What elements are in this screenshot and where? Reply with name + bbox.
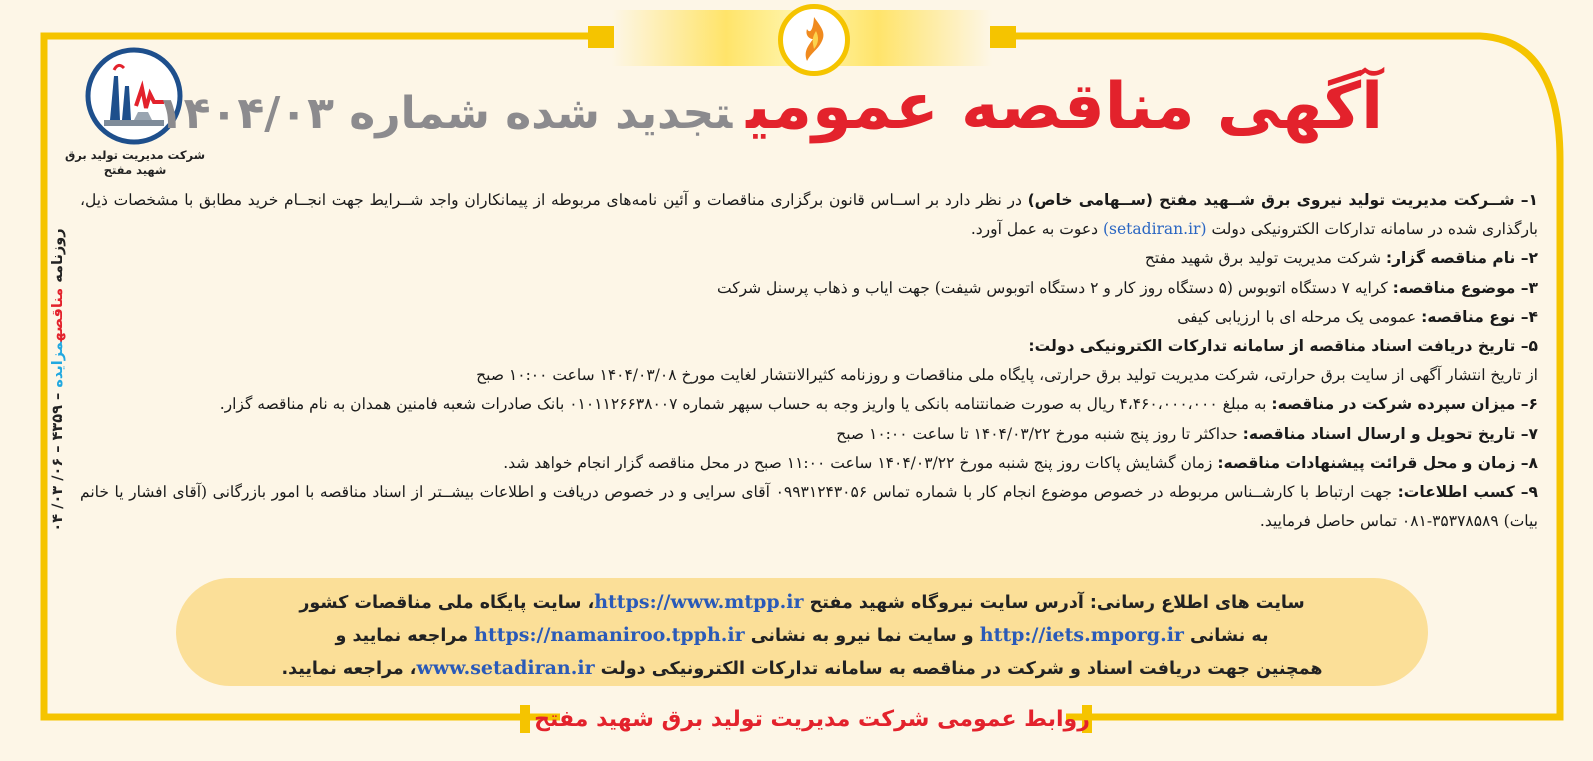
item-1 (80, 186, 1538, 244)
logo-caption-line2: شهید مفتح (103, 163, 167, 177)
item-6 (80, 390, 1538, 419)
info-websites-box (176, 578, 1428, 686)
side-brand-b: مزایده (50, 341, 66, 388)
url-iets[interactable]: http://iets.mporg.ir (979, 624, 1184, 646)
info-l1-b: ، سایت پایگاه ملی مناقصات کشور (299, 593, 595, 613)
item-9-text: جهت ارتباط با کارشــناس مربوطه در خصوص موضوع انجام کار با شماره تماس ۰۹۹۳۱۲۴۳۰۵۶ آقای سرایی و در خصوص دریافت و اطلاعات بیشــتر از اسناد مناقصه با امور بازرگانی (آقای افشار یا خانم بیات) ۳۵۳۷۸۵۸۹-۰۸۱ تماس حاصل فرمایید. (80, 483, 1538, 531)
frame-top-tab-left (588, 26, 614, 48)
side-prefix: روزنامه (50, 228, 66, 283)
public-relations-footer: روابط عمومی شرکت مدیریت تولید برق شهید مفتح (534, 707, 1090, 732)
side-brand-a: مناقصه (50, 287, 66, 342)
tender-body (80, 186, 1538, 536)
info-l3-a: همچنین جهت دریافت اسناد و شرکت در مناقصه به سامانه تدارکات الکترونیکی دولت (594, 659, 1323, 679)
item-1-label: ۱– شــرکت مدیریت تولید نیروی برق شــهید مفتح (ســهامی خاص) (1027, 191, 1539, 209)
item-9-label: ۹– کسب اطلاعات: (1397, 483, 1538, 502)
item-3-label: ۳– موضوع مناقصه: (1392, 278, 1538, 297)
item-5 (80, 332, 1538, 361)
title-rest: تجدید شده شماره ۱۴۰۴/۰۳ (156, 88, 733, 139)
url-setadiran[interactable]: www.setadiran.ir (416, 657, 595, 679)
item-3 (80, 274, 1538, 303)
info-l2-a: به نشانی (1183, 626, 1269, 646)
item-8 (80, 449, 1538, 478)
item-1-text-b: دعوت به عمل آورد. (970, 220, 1103, 239)
frame-top-tab-right (990, 26, 1016, 48)
title-main: آگهی مناقصه عمومی (746, 70, 1383, 144)
item-2 (80, 244, 1538, 273)
frame-footer-tab-left (520, 705, 530, 733)
item-2-label: ۲– نام مناقصه گزار: (1385, 249, 1538, 268)
flame-icon (783, 9, 845, 71)
item-4 (80, 303, 1538, 332)
item-8-text: زمان گشایش پاکات روز پنج شنبه مورخ ۱۴۰۴/۰۳/۲۲ ساعت ۱۱:۰۰ صبح در محل مناقصه گزار انجام خواهد شد. (503, 453, 1218, 472)
item-4-text: عمومی یک مرحله ای با ارزیابی کیفی (1177, 307, 1422, 326)
item-7-text: حداکثر تا روز پنج شنبه مورخ ۱۴۰۴/۰۳/۲۲ تا ساعت ۱۰:۰۰ صبح (836, 424, 1243, 443)
info-line-1 (176, 586, 1428, 619)
item-2-text: شرکت مدیریت تولید برق شهید مفتح (1144, 249, 1386, 268)
item-1-link[interactable]: (setadiran.ir) (1102, 220, 1207, 239)
item-9 (80, 478, 1538, 536)
side-issue: – ۴۳۵۹ – ۰۶/ ۰۳/ ۰۴ (50, 392, 66, 532)
url-mtpp[interactable]: https://www.mtpp.ir (594, 591, 804, 613)
item-5-detail (80, 361, 1538, 390)
url-namaniroo[interactable]: https://namaniroo.tpph.ir (474, 624, 745, 646)
info-l1-a: سایت های اطلاع رسانی: آدرس سایت نیروگاه شهید مفتح (803, 593, 1305, 613)
item-7-label: ۷– تاریخ تحویل و ارسال اسناد مناقصه: (1242, 424, 1538, 443)
item-6-text: به مبلغ ۴،۴۶۰،۰۰۰،۰۰۰ ریال به صورت ضمانتنامه بانکی یا واریز وجه به حساب سپهر شماره ۰۱۰۱۱۲۶۶۳۸۰۰۷ بانک صادرات شعبه فامنین همدان به نام مناقصه گزار. (219, 395, 1272, 414)
company-logo-caption (60, 148, 210, 178)
emblem-circle (778, 4, 850, 76)
item-8-label: ۸– زمان و محل قرائت پیشنهادات مناقصه: (1217, 453, 1538, 472)
item-1-text-a: در نظر دارد بر اســاس قانون برگزاری مناقصات و آئین نامه‌های مربوطه از پیمانکاران واجد شــرایط جهت انجــام خرید مطابق با مشخصات ذیل، بارگذاری شده در سامانه تدارکات الکترونیکی دولت (80, 191, 1538, 239)
item-5-text: از تاریخ انتشار آگهی از سایت برق حرارتی، شرکت مدیریت تولید برق حرارتی، پایگاه ملی مناقصات و روزنامه کثیرالانتشار لغایت مورخ ۱۴۰۴/۰۳/۰۸ ساعت ۱۰:۰۰ صبح (476, 366, 1538, 385)
info-line-2 (176, 619, 1428, 652)
item-3-text: کرایه ۷ دستگاه اتوبوس (۵ دستگاه روز کار و ۲ دستگاه اتوبوس شیفت) جهت ایاب و ذهاب پرسنل شرکت (716, 278, 1393, 297)
logo-caption-line1: شرکت مدیریت تولید برق (65, 148, 205, 162)
item-4-label: ۴– نوع مناقصه: (1421, 307, 1538, 326)
info-line-3 (176, 652, 1428, 685)
info-l3-b: ، مراجعه نمایید. (281, 659, 417, 679)
info-l2-b: و سایت نما نیرو به نشانی (744, 626, 980, 646)
item-5-label: ۵– تاریخ دریافت اسناد مناقصه از سامانه تدارکات الکترونیکی دولت: (1028, 337, 1538, 356)
ad-title (156, 70, 1383, 144)
info-l2-c: مراجعه نمایید و (335, 626, 475, 646)
item-6-label: ۶– میزان سپرده شرکت در مناقصه: (1271, 395, 1538, 414)
item-7 (80, 420, 1538, 449)
newspaper-side-label (50, 228, 66, 531)
